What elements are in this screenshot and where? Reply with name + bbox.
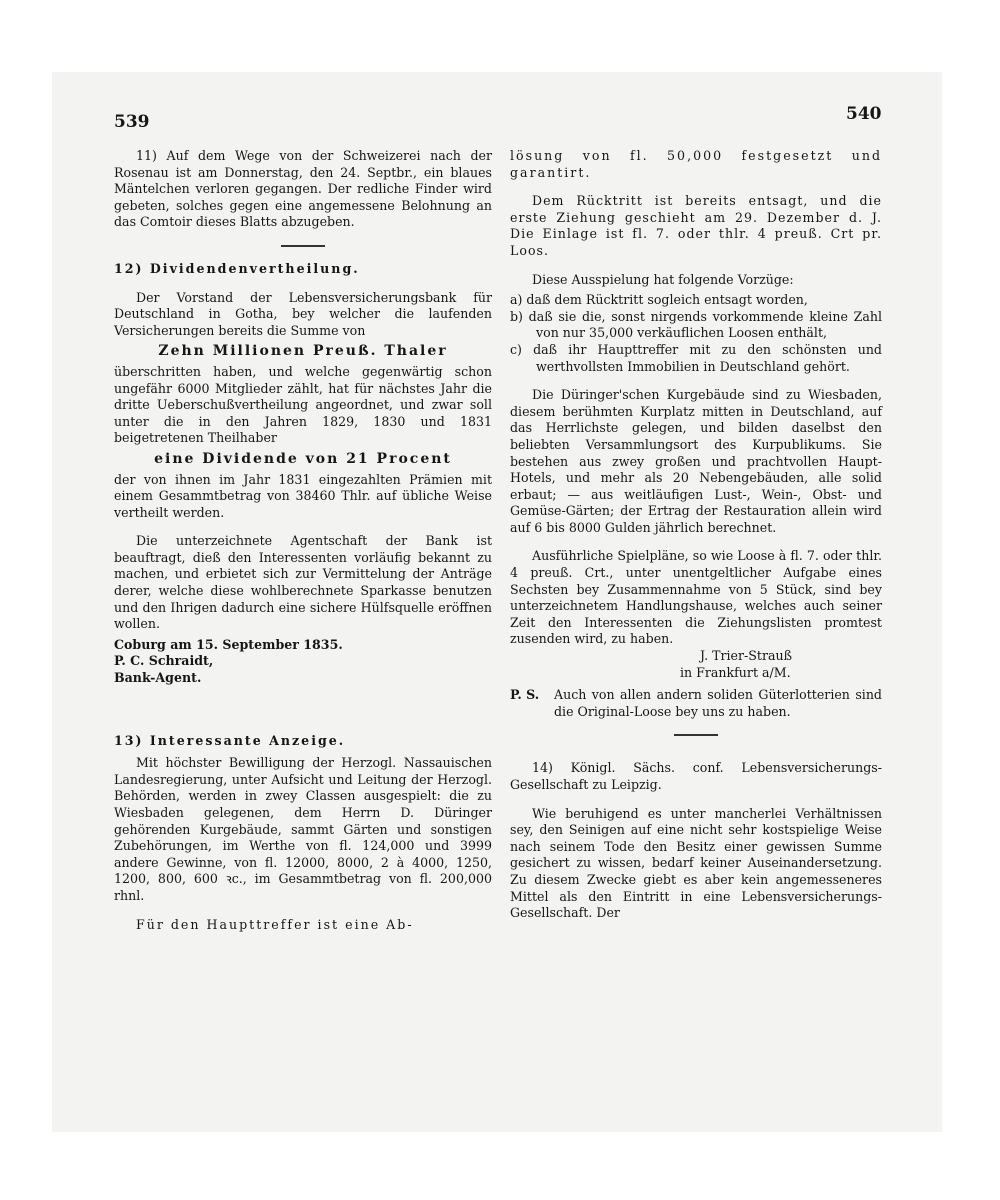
notice-12-text: Der Vorstand der Lebensversicherungsbank für Deutschland in Gotha, bey welcher die laufenden Versicherungen bereits die Summe von: [114, 289, 492, 338]
list-item: b) daß sie die, sonst nirgends vorkommende kleine Zahl von nur 35,000 verkäuflichen Loosen enthält,: [510, 308, 882, 341]
notice-12-heading: 12) Dividendenvertheilung.: [114, 260, 360, 276]
notice-12-amount: Zehn Millionen Preuß. Thaler: [158, 343, 448, 360]
notice-14-text: Wie beruhigend es unter mancherlei Verhältnissen sey, den Seinigen auf eine nicht sehr kostspielige Weise nach seinem Tode den Besitz einer gewissen Summe gesichert zu wissen, bedarf keiner Auseinandersetzung. Zu diesem Zwecke giebt es aber kein angemesseneres Mittel als den Eintritt in eine Lebensversicherungs-Gesellschaft. Der: [510, 805, 882, 921]
notice-11: 11) Auf dem Wege von der Schweizerei nach der Rosenau ist am Donnerstag, den 24. Septbr., ein blaues Mäntelchen verloren gegangen. Der redliche Finder wird gebeten, solches gegen eine angemessene Belohnung an das Comtoir dieses Blatts abzugeben.: [114, 148, 492, 230]
list-item: c) daß ihr Haupttreffer mit zu den schönsten und werthvollsten Immobilien in Deutschland gehört.: [510, 341, 882, 374]
right-column: [510, 148, 882, 922]
advantages-list: [510, 292, 882, 375]
notice-13-continuation: Dem Rücktritt ist bereits entsagt, und die erste Ziehung geschieht am 29. Dezember d. J. Die Einlage ist fl. 7. oder thlr. 4 preuß. Crt pr. Loos.: [510, 193, 882, 258]
spielplaene-text: Ausführliche Spielpläne, so wie Loose à fl. 7. oder thlr. 4 preuß. Crt., unter unentgeltlicher Aufgabe eines Sechsten bey Zusammennahme von 5 Stück, sind bey unterzeichnetem Handlungshause, welches auch seiner Zeit den Interessenten die Ziehungslisten promtest zusenden wird, zu haben.: [510, 548, 882, 647]
notice-13-text: Für den Haupttreffer ist eine Ab-: [136, 916, 414, 932]
page-number-right: 540: [846, 104, 882, 124]
notice-13-text: Mit höchster Bewilligung der Herzogl. Nassauischen Landesregierung, unter Aufsicht und Leitung der Herzogl. Behörden, werden in zwey Classen ausgespielt: die zu Wiesbaden gelegenen, dem Herrn D. Düringer gehörenden Kurgebäude, sammt Gärten und sonstigen Zubehörungen, im Werthe von fl. 124,000 und 3999 andere Gewinne, von fl. 12000, 8000, 2 à 4000, 1250, 1200, 800, 600 ꝛc., im Gesammtbetrag von fl. 200,000 rhnl.: [114, 755, 492, 903]
notice-12-signature: P. C. Schraidt,: [114, 653, 214, 669]
notice-12-dividend: eine Dividende von 21 Procent: [154, 450, 452, 467]
advantages-heading: Diese Ausspielung hat folgende Vorzüge:: [532, 271, 794, 287]
notice-13-continuation: lösung von fl. 50,000 festgesetzt und garantirt.: [510, 148, 882, 180]
notice-13-heading: 13) Interessante Anzeige.: [114, 732, 346, 748]
page-number-left: 539: [114, 112, 150, 132]
notice-12-text: der von ihnen im Jahr 1831 eingezahlten Prämien mit einem Gesammtbetrag von 38460 Thlr. auf übliche Weise vertheilt werden.: [114, 471, 492, 520]
merchant-signature: J. Trier-Strauß: [700, 648, 792, 664]
postscript: [510, 687, 882, 720]
separator: [281, 245, 325, 247]
merchant-location: in Frankfurt a/M.: [680, 664, 791, 680]
separator: [674, 734, 718, 736]
postscript-text: Auch von allen andern soliden Güterlotterien sind die Original-Loose bey uns zu haben.: [554, 687, 882, 719]
postscript-label: P. S.: [510, 687, 540, 703]
notice-12-text: Die unterzeichnete Agentschaft der Bank ist beauftragt, dieß den Interessenten vorläufig bekannt zu machen, und erbietet sich zur Vermittelung der Anträge derer, welche diese wohlberechnete Sparkasse benutzen und den Ihrigen dadurch eine sichere Hülfsquelle eröffnen wollen.: [114, 533, 492, 632]
left-column: [114, 148, 492, 933]
kurgebaeude-text: Die Düringer'schen Kurgebäude sind zu Wiesbaden, diesem berühmten Kurplatz mitten in Deutschland, auf das Herrlichste gelegen, und bilden daselbst den beliebten Versammlungsort des Kurpublikums. Sie bestehen aus zwey großen und prachtvollen Haupt-Hotels, und mehr als 20 Nebengebäuden, alle solid erbaut; — aus weitläufigen Lust-, Wein-, Obst- und Gemüse-Gärten; der Ertrag der Restauration allein wird auf 6 bis 8000 Gulden jährlich berechnet.: [510, 387, 882, 535]
notice-14-heading: 14) Königl. Sächs. conf. Lebensversicherungs-Gesellschaft zu Leipzig.: [510, 760, 882, 792]
list-item: a) daß dem Rücktritt sogleich entsagt worden,: [510, 292, 808, 308]
notice-12-place-date: Coburg am 15. September 1835.: [114, 636, 343, 652]
notice-12-signature-title: Bank-Agent.: [114, 670, 202, 686]
notice-12-text: überschritten haben, und welche gegenwärtig schon ungefähr 6000 Mitglieder zählt, hat für nächstes Jahr die dritte Ueberschußvertheilung angeordnet, und zwar soll unter die in den Jahren 1829, 1830 und 1831 beigetretenen Theilhaber: [114, 363, 492, 446]
